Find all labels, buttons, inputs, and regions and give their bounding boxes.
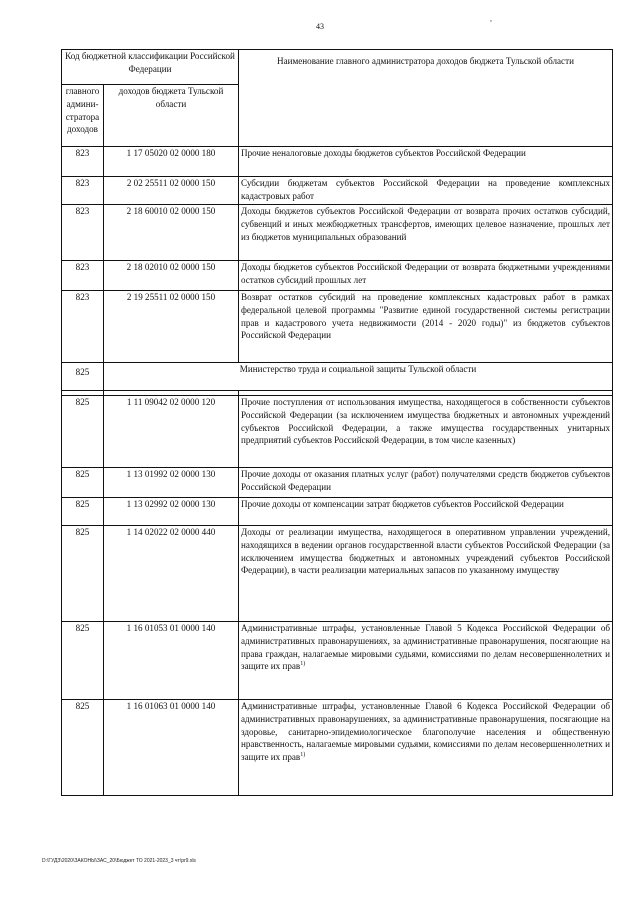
file-path-footer: D:\ГУДЗ\2020\ЗАКОНЫ\ЗАС_20\Бюджет ТО 2021-2023_3 чт\pr9.xls <box>42 858 196 864</box>
scan-mark: , <box>490 14 492 23</box>
header-row-1 <box>62 50 613 85</box>
header-admin: главного админи-стратора доходов <box>62 85 104 147</box>
income-description: Возврат остатков субсидий на проведение комплексных кадастровых работ в рамках федеральной целевой программы "Развитие единой государственной системы регистрации прав и кадастрового учета недвижимости (2014 - 2020 годы)" из бюджетов субъектов Российской Федерации <box>239 291 613 363</box>
page-number: 43 <box>316 22 324 31</box>
admin-code: 825 <box>62 363 104 391</box>
income-description: Прочие неналоговые доходы бюджетов субъектов Российской Федерации <box>239 147 613 177</box>
admin-code: 825 <box>62 498 104 526</box>
income-code: 2 18 02010 02 0000 150 <box>104 261 239 291</box>
income-code: 1 16 01053 01 0000 140 <box>104 622 239 700</box>
income-description <box>239 700 613 796</box>
table-row <box>62 396 613 468</box>
budget-table <box>61 49 613 796</box>
income-description: Прочие доходы от компенсации затрат бюджетов субъектов Российской Федерации <box>239 498 613 526</box>
income-description: Субсидии бюджетам субъектов Российской Федерации на проведение комплексных кадастровых работ <box>239 177 613 205</box>
table-row <box>62 468 613 498</box>
income-code: 2 18 60010 02 0000 150 <box>104 205 239 261</box>
footnote-ref: 1) <box>300 661 306 668</box>
income-code: 1 11 09042 02 0000 120 <box>104 396 239 468</box>
income-description <box>239 622 613 700</box>
description-text: Административные штрафы, установленные Главой 6 Кодекса Российской Федерации об административных правонарушениях, за административные правонарушения, посягающие на здоровье, санитарно-эпидемиологическое благополучие населения и общественную нравственность, налагаемые мировыми судьями, комиссиями по делам несовершеннолетних и защите их прав <box>241 701 610 763</box>
admin-code: 823 <box>62 205 104 261</box>
table-row <box>62 147 613 177</box>
income-code: 2 02 25511 02 0000 150 <box>104 177 239 205</box>
table-row <box>62 261 613 291</box>
admin-code: 823 <box>62 147 104 177</box>
footnote-ref: 1) <box>300 752 306 759</box>
table-row <box>62 177 613 205</box>
income-description: Прочие доходы от оказания платных услуг (работ) получателями средств бюджетов субъектов Российской Федерации <box>239 468 613 498</box>
income-code: 1 13 01992 02 0000 130 <box>104 468 239 498</box>
ministry-title: Министерство труда и социальной защиты Тульской области <box>104 363 613 391</box>
admin-code: 825 <box>62 700 104 796</box>
income-code: 1 14 02022 02 0000 440 <box>104 526 239 622</box>
header-name: Наименование главного администратора доходов бюджета Тульской области <box>239 50 613 147</box>
income-description: Доходы бюджетов субъектов Российской Федерации от возврата бюджетными учреждениями остатков субсидий прошлых лет <box>239 261 613 291</box>
income-description: Доходы бюджетов субъектов Российской Федерации от возврата прочих остатков субсидий, субвенций и иных межбюджетных трансфертов, имеющих целевое назначение, прошлых лет из бюджетов муниципальных образований <box>239 205 613 261</box>
admin-code: 823 <box>62 177 104 205</box>
income-code: 1 17 05020 02 0000 180 <box>104 147 239 177</box>
table-row <box>62 498 613 526</box>
income-code: 2 19 25511 02 0000 150 <box>104 291 239 363</box>
income-description: Доходы от реализации имущества, находящегося в оперативном управлении учреждений, находящихся в ведении органов государственной власти субъектов Российской Федерации (за исключением имущества бюджетных и автономных учреждений субъектов Российской Федерации), в части реализации материальных запасов по указанному имуществу <box>239 526 613 622</box>
description-text: Административные штрафы, установленные Главой 5 Кодекса Российской Федерации об административных правонарушениях, за административные правонарушения, посягающие на права граждан, налагаемые мировыми судьями, комиссиями по делам несовершеннолетних и защите их прав <box>241 623 610 672</box>
table-row <box>62 205 613 261</box>
admin-code: 825 <box>62 526 104 622</box>
admin-code: 823 <box>62 261 104 291</box>
income-code: 1 13 02992 02 0000 130 <box>104 498 239 526</box>
table-row <box>62 526 613 622</box>
admin-code: 823 <box>62 291 104 363</box>
header-income: доходов бюджета Тульской области <box>104 85 239 147</box>
header-group-title: Код бюджетной классификации Российской Федерации <box>62 50 239 85</box>
table-row <box>62 291 613 363</box>
table-row <box>62 700 613 796</box>
income-description: Прочие поступления от использования имущества, находящегося в собственности субъектов Российской Федерации (за исключением имущества бюджетных и автономных учреждений субъектов Российской Федерации, а также имущества государственных унитарных предприятий субъектов Российской Федерации, в том числе казенных) <box>239 396 613 468</box>
ministry-row <box>62 363 613 391</box>
admin-code: 825 <box>62 468 104 498</box>
admin-code: 825 <box>62 396 104 468</box>
table-row <box>62 622 613 700</box>
admin-code: 825 <box>62 622 104 700</box>
income-code: 1 16 01063 01 0000 140 <box>104 700 239 796</box>
